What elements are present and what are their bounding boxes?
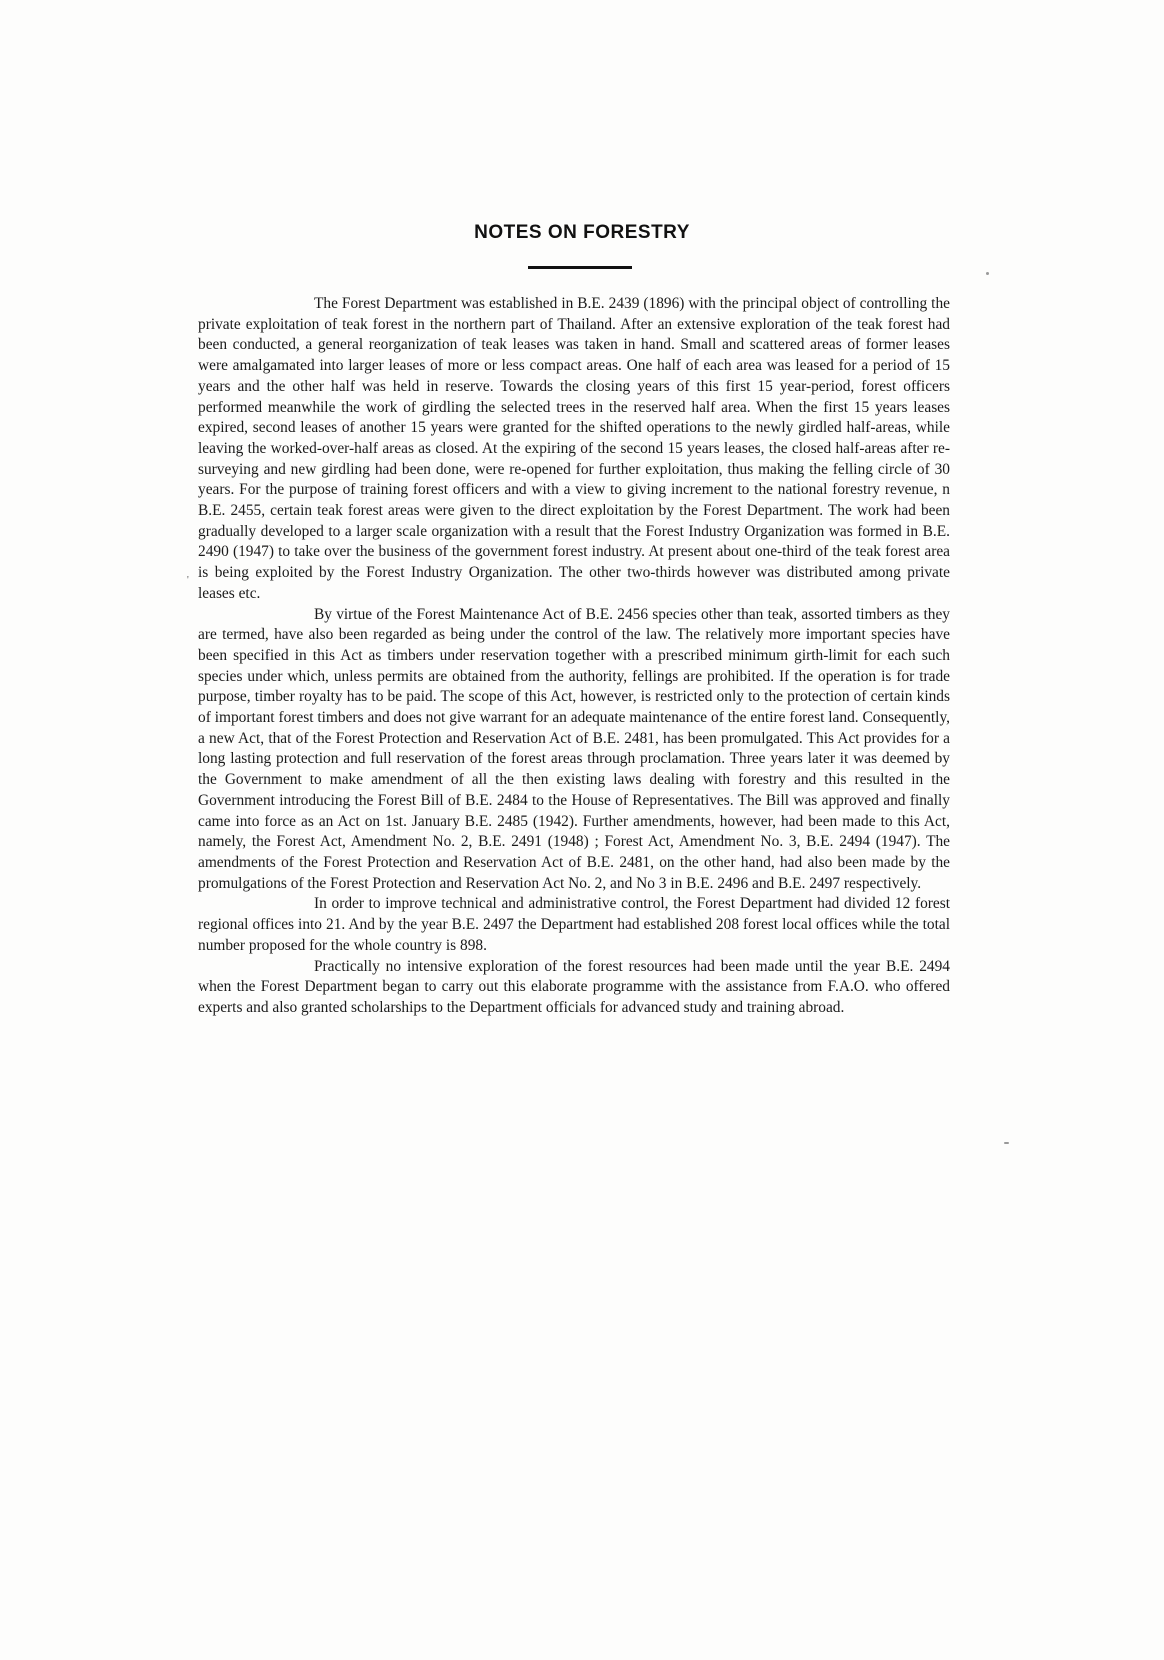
- scan-speck: [1004, 1142, 1009, 1144]
- paragraph: By virtue of the Forest Maintenance Act of B.E. 2456 species other than teak, assorted timbers as they are termed, have also been regarded as being under the control of the law. The relatively more important species have been specified in this Act as timbers under reservation together with a prescribed minimum girth-limit for each such species under which, unless permits are obtained from the authority, fellings are prohibited. If the operation is for trade purpose, timber royalty has to be paid. The scope of this Act, however, is restricted only to the protection of certain kinds of important forest timbers and does not give warrant for an adequate maintenance of the entire forest land. Consequently, a new Act, that of the Forest Protection and Reservation Act of B.E. 2481, has been promulgated. This Act provides for a long lasting protection and full reservation of the forest areas through proclamation. Three years later it was deemed by the Government to make amendment of all the then existing laws dealing with forestry and this resulted in the Government introducing the Forest Bill of B.E. 2484 to the House of Representatives. The Bill was approved and finally came into force as an Act on 1st. January B.E. 2485 (1942). Further amendments, however, had been made to this Act, namely, the Forest Act, Amendment No. 2, B.E. 2491 (1948) ; Forest Act, Amendment No. 3, B.E. 2494 (1947). The amendments of the Forest Protection and Reservation Act of B.E. 2481, on the other hand, had also been made by the promulgations of the Forest Protection and Reservation Act No. 2, and No 3 in B.E. 2496 and B.E. 2497 respectively.: [198, 605, 950, 892]
- paragraph: In order to improve technical and administrative control, the Forest Department had divided 12 forest regional offices into 21. And by the year B.E. 2497 the Department had established 208 forest local offices while the total number proposed for the whole country is 898.: [198, 895, 950, 954]
- title-underline: [528, 266, 632, 269]
- paragraph: Practically no intensive exploration of the forest resources had been made until the year B.E. 2494 when the Forest Department began to carry out this elaborate programme with the assistance from F.A.O. who offered experts and also granted scholarships to the Department officials for advanced study and training abroad.: [198, 957, 950, 1016]
- document-body: [198, 294, 950, 1019]
- margin-mark: ': [187, 575, 189, 586]
- paragraph: The Forest Department was established in B.E. 2439 (1896) with the principal object of controlling the private exploitation of teak forest in the northern part of Thailand. After an extensive exploration of the teak forest had been conducted, a general reorganization of teak leases was taken in hand. Small and scattered areas of former leases were amalgamated into larger leases of more or less compact areas. One half of each area was leased for a period of 15 years and the other half was held in reserve. Towards the closing years of this first 15 year-period, forest officers performed meanwhile the work of girdling the selected trees in the reserved half area. When the first 15 years leases expired, second leases of another 15 years were granted for the shifted operations to the newly girdled half-areas, while leaving the worked-over-half areas as closed. At the expiring of the second 15 years leases, the closed half-areas after re-surveying and new girdling had been done, were re-opened for further exploitation, thus making the felling circle of 30 years. For the purpose of training forest officers and with a view to giving increment to the national forestry revenue, n B.E. 2455, certain teak forest areas were given to the direct exploitation by the Forest Department. The work had been gradually developed to a larger scale organization with a result that the Forest Industry Organization was formed in B.E. 2490 (1947) to take over the business of the government forest industry. At present about one-third of the teak forest area is being exploited by the Forest Industry Organization. The other two-thirds however was distributed among private leases etc.: [198, 295, 950, 602]
- page-title: NOTES ON FORESTRY: [474, 222, 690, 243]
- scan-speck: [986, 272, 989, 275]
